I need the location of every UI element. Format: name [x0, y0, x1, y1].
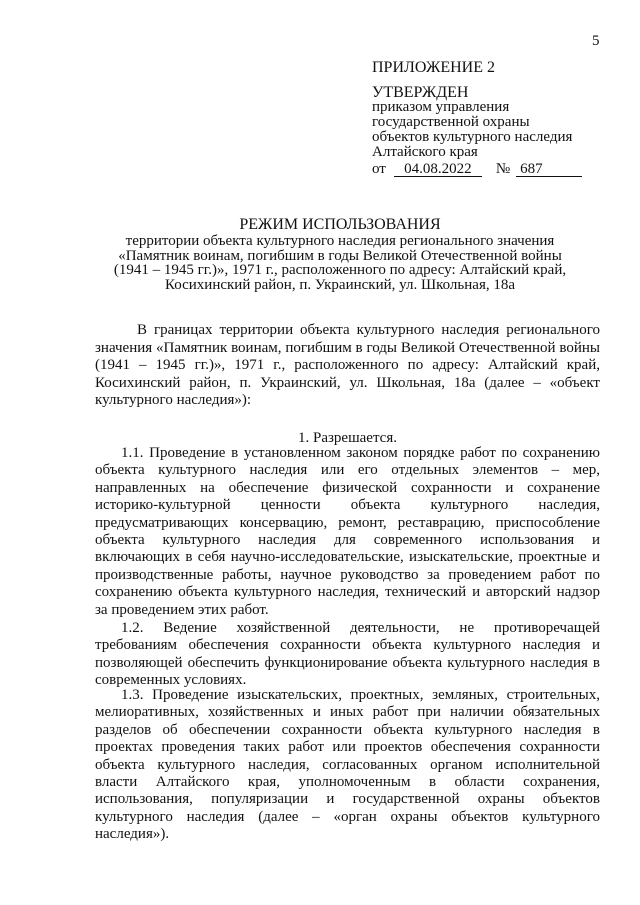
clause-1-1: 1.1. Проведение в установленном законом порядке работ по сохранению объекта культурного наследия или его отдельных элементов – мер, направленных на обеспечение физической сохранности и сохранение историко-культурной ценности объекта культурного наследия, предусматривающих консервацию, ремонт, реставрацию, приспособление объекта культурного наследия для современного использования и включающих в себя научно-исследовательские, изыскательские, проектные и производственные работы, научное руководство за проведением работ по сохранению объекта культурного наследия, технический и авторский надзор за проведением этих работ. — [95, 445, 600, 618]
approval-line: государственной охраны — [372, 114, 530, 130]
approved-label: УТВЕРЖДЕН — [372, 84, 469, 101]
date-prefix: от — [372, 161, 386, 177]
document-header — [80, 216, 600, 292]
number-prefix: № — [495, 161, 511, 177]
clause-1-3: 1.3. Проведение изыскательских, проектных, земляных, строительных, мелиоративных, хозяйственных и иных работ при наличии обязательных разделов об обеспечении сохранности объекта культурного наследия в проектах проведения таких работ или проектов обеспечения сохранности объекта культурного наследия, согласованных органом исполнительной власти Алтайского края, уполномоченным в области сохранения, использования, популяризации и государственной охраны объектов культурного наследия (далее – «орган охраны объектов культурного наследия»). — [95, 687, 600, 843]
section-title: 1. Разрешается. — [298, 430, 397, 446]
approval-line: объектов культурного наследия — [372, 129, 573, 145]
intro-paragraph: В границах территории объекта культурного наследия регионального значения «Памятник воинам, погибшим в годы Великой Отечественной войны (1941 – 1945 гг.)», 1971 г., расположенного по адресу: Алтайский край, Косихинский район, п. Украинский, ул. Школьная, 18а (далее – «объект культурного наследия»): — [95, 322, 600, 408]
approval-block — [372, 60, 612, 177]
document-subtitle: территории объекта культурного наследия регионального значения «Памятник воинам, погибшим в годы Великой Отечественной войны (1941 – 1945 гг.)», 1971 г., расположенного по адресу: Алтайский край, Косихинский район, п. Украинский, ул. Школьная, 18а — [113, 233, 567, 293]
approval-line: Алтайского края — [372, 144, 478, 160]
order-date: 04.08.2022 — [394, 162, 482, 177]
page-number: 5 — [592, 33, 600, 49]
order-row — [372, 162, 612, 177]
document-title: РЕЖИМ ИСПОЛЬЗОВАНИЯ — [239, 216, 441, 233]
approval-line: приказом управления — [372, 99, 510, 115]
appendix-label: ПРИЛОЖЕНИЕ 2 — [372, 59, 496, 76]
order-number: 687 — [516, 162, 582, 177]
clause-1-2: 1.2. Ведение хозяйственной деятельности, не противоречащей требованиям обеспечения сохранности объекта культурного наследия и позволяющей обеспечить функционирование объекта культурного наследия в современных условиях. — [95, 620, 600, 689]
